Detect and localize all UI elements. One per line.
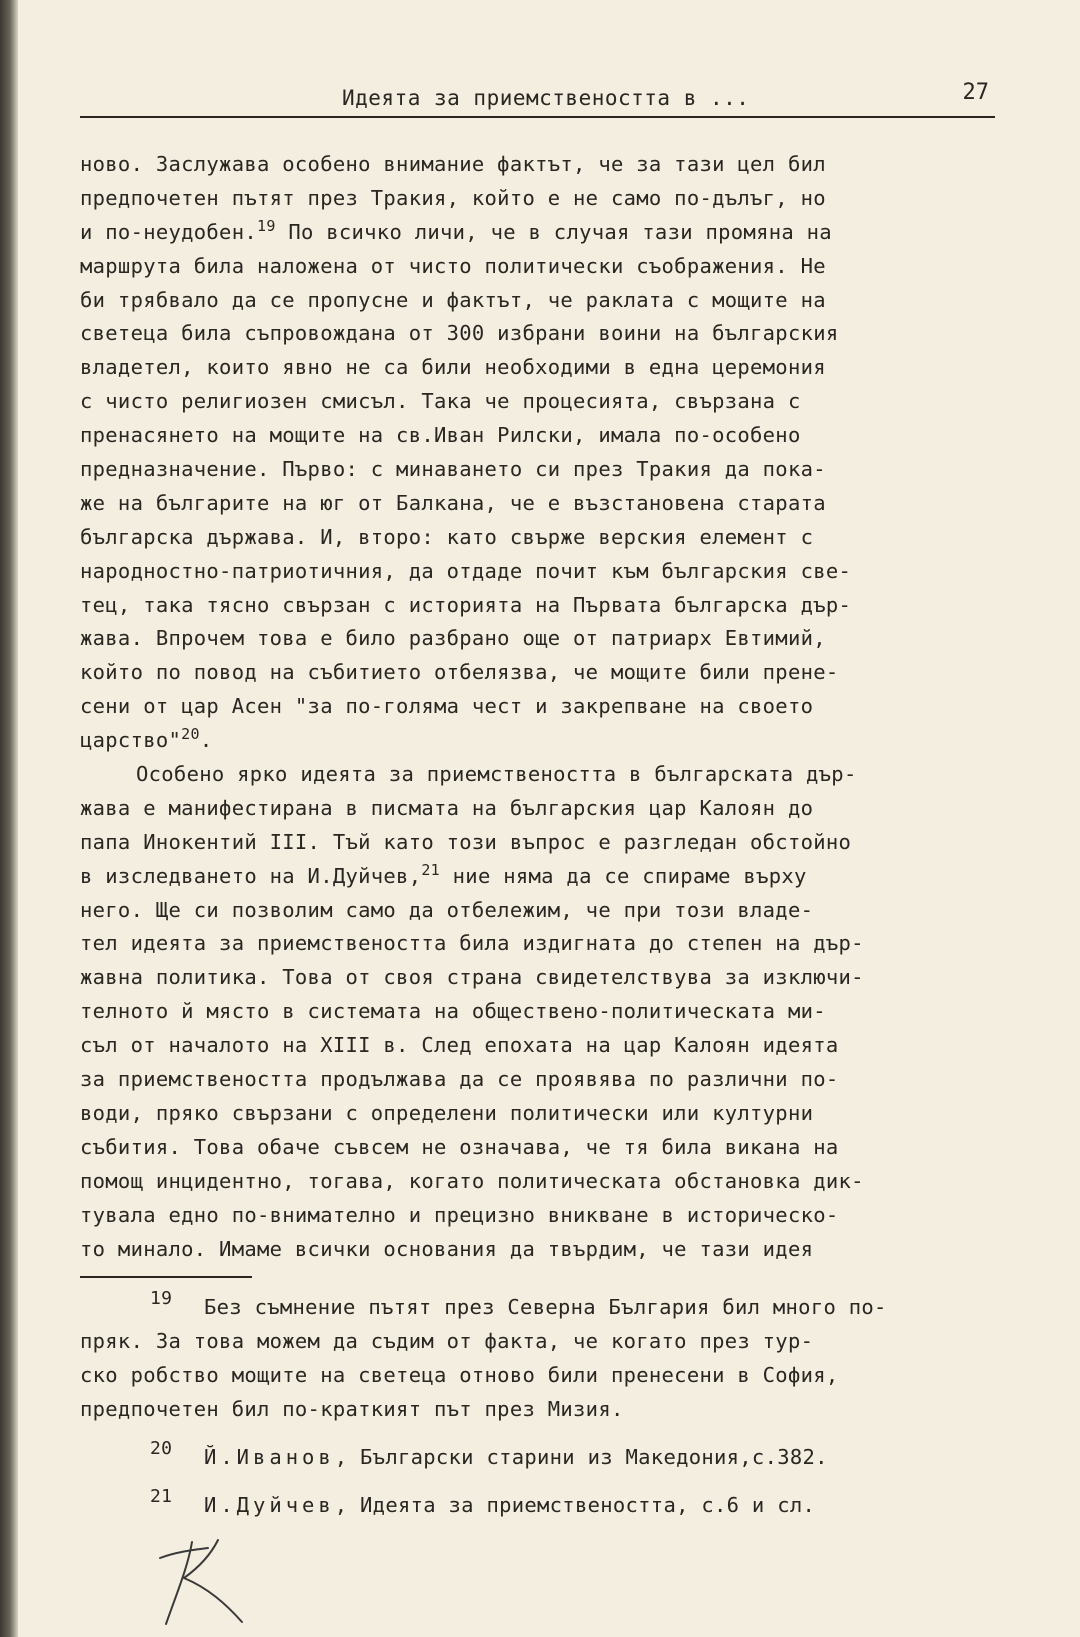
body-text xyxy=(80,148,1015,1266)
text-line xyxy=(80,216,1015,250)
text-line: жава е манифестирана в писмата на българския цар Калоян до xyxy=(80,795,814,820)
page-number: 27 xyxy=(962,80,989,105)
text-line: папа Инокентий III. Тъй като този въпрос е разгледан обстойно xyxy=(80,829,852,854)
text-line: ново. Заслужава особено внимание фактът, че за тази цел бил xyxy=(80,152,826,176)
footnote-20: 20 Й.Иванов, Български старини из Македония,с.382. xyxy=(150,1440,828,1469)
footnote-text: Без съмнение пътят през Северна България бил много по- xyxy=(204,1295,887,1319)
text-line: владетел, които явно не са били необходими в една церемония xyxy=(80,355,826,380)
text-line: светеца била съпровождана от 300 избрани воини на българския xyxy=(80,321,839,346)
text-line: българска държава. И, второ: като свърже верския елемент с xyxy=(80,524,814,549)
footnote-19-line: 19 Без съмнение пътят през Северна България бил много по- xyxy=(150,1290,887,1319)
text-line: то минало. Имаме всички основания да твърдим, че тази идея xyxy=(80,1236,814,1261)
text-fragment: По всичко личи, че в случая тази промяна на xyxy=(275,219,832,244)
text-fragment: царство" xyxy=(80,728,182,753)
text-line xyxy=(80,724,1015,758)
text-fragment: ние няма да се спираме върху xyxy=(440,863,807,888)
text-line: маршрута била наложена от чисто политически съображения. Не xyxy=(80,253,826,278)
text-line: сени от цар Асен "за по-голяма чест и закрепване на своето xyxy=(80,694,814,719)
footnote-text: , Идеята за приемствеността, с.6 и сл. xyxy=(334,1493,816,1517)
running-title: Идеята за приемствеността в ... xyxy=(342,86,750,110)
text-line: пренасянето на мощите на св.Иван Рилски, имала по-особено xyxy=(80,423,801,448)
book-page xyxy=(18,0,1080,1637)
handwritten-pencil-mark xyxy=(148,1538,258,1628)
footnote-divider xyxy=(80,1276,252,1278)
text-line: събития. Това обаче съвсем не означава, че тя била викана на xyxy=(80,1134,839,1159)
footnote-21: 21 И.Дуйчев, Идеята за приемствеността, с.6 и сл. xyxy=(150,1488,816,1517)
text-line: же на българите на юг от Балкана, че е възстановена старата xyxy=(80,490,826,515)
text-line: предпочетен пътят през Тракия, който е не само по-дълъг, но xyxy=(80,185,826,210)
text-line: телното й място в системата на обществено-политическата ми- xyxy=(80,999,826,1024)
text-line: предназначение. Първо: с минаването си през Тракия да пока- xyxy=(80,457,826,482)
text-line: който по повод на събитието отбелязва, че мощите били прене- xyxy=(80,660,839,685)
text-line: тец, така тясно свързан с историята на Първата българска дър- xyxy=(80,592,852,617)
text-line: жавна политика. Това от своя страна свидетелствува за изключи- xyxy=(80,965,864,990)
footnote-ref-20[interactable]: 20 xyxy=(181,725,200,744)
text-line: него. Ще си позволим само да отбележим, че при този владе- xyxy=(80,897,814,922)
text-line: тувала едно по-внимателно и прецизно вникване в историческо- xyxy=(80,1202,839,1227)
footnote-19-line: предпочетен бил по-краткият път през Мизия. xyxy=(80,1397,624,1421)
text-line: съл от началото на XIII в. След епохата на цар Калоян идеята xyxy=(80,1033,839,1058)
text-line: води, пряко свързани с определени политически или културни xyxy=(80,1100,814,1125)
footnotes xyxy=(80,1290,1015,1522)
text-line: жава. Впрочем това е било разбрано още от патриарх Евтимий, xyxy=(80,626,826,651)
footnote-text: , Български старини из Македония,с.382. xyxy=(334,1445,828,1469)
footnote-author: Й.Иванов xyxy=(204,1445,335,1469)
text-line: би трябвало да се пропусне и фактът, че раклата с мощите на xyxy=(80,287,826,312)
text-fragment: . xyxy=(199,728,213,753)
footnote-19-line: пряк. За това можем да съдим от факта, че когато през тур- xyxy=(80,1329,814,1353)
text-line: тел идеята за приемствеността била издигната до степен на дър- xyxy=(80,931,864,956)
text-line: с чисто религиозен смисъл. Така че процесията, свързана с xyxy=(80,389,801,414)
text-line: народностно-патриотичния, да отдаде почит към българския све- xyxy=(80,558,852,583)
paragraph-first-line: Особено ярко идеята за приемствеността в българската дър- xyxy=(136,762,857,787)
text-line: помощ инцидентно, тогава, когато политическата обстановка дик- xyxy=(80,1168,864,1193)
footnote-ref-19[interactable]: 19 xyxy=(257,216,276,235)
text-line: за приемствеността продължава да се проявява по различни по- xyxy=(80,1067,839,1092)
running-head xyxy=(80,80,995,118)
text-line xyxy=(80,860,1015,894)
text-fragment: в изследването на И.Дуйчев, xyxy=(80,863,422,888)
footnote-author: И.Дуйчев xyxy=(204,1493,335,1517)
text-fragment: и по-неудобен. xyxy=(80,219,257,244)
scan-left-edge xyxy=(0,0,18,1637)
footnote-19-line: ско робство мощите на светеца отново били пренесени в София, xyxy=(80,1363,839,1387)
footnote-ref-21[interactable]: 21 xyxy=(421,860,441,879)
